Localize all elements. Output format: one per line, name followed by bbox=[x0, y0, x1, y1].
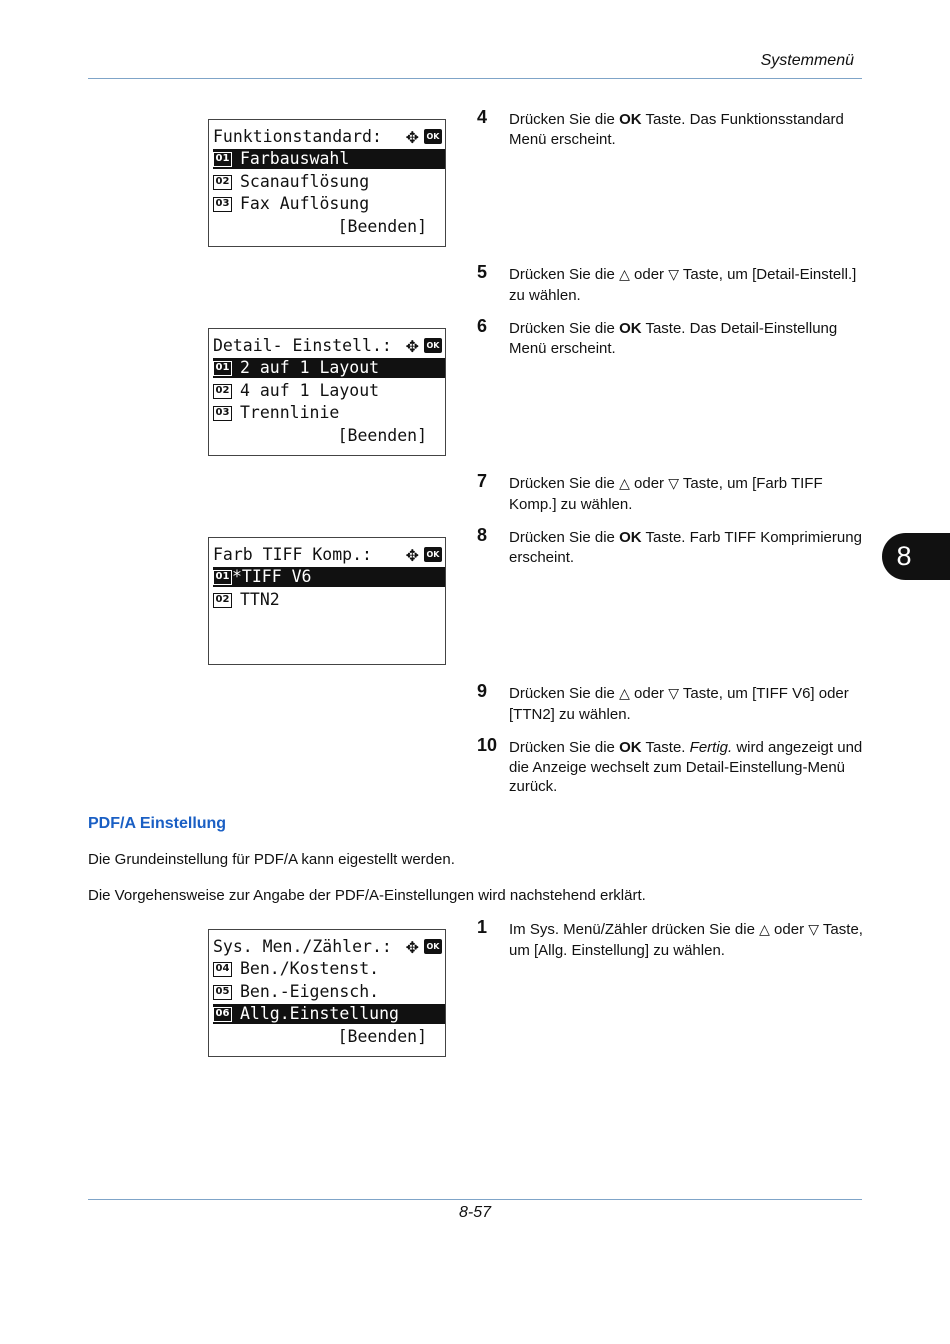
footer-rule bbox=[88, 1199, 862, 1200]
up-arrow-icon: △ bbox=[619, 686, 630, 702]
end-button[interactable]: [Beenden] bbox=[337, 217, 427, 236]
lcd-panel-farb-tiff bbox=[208, 537, 446, 665]
lcd-panel-funktionstandard bbox=[208, 119, 446, 247]
up-arrow-icon: △ bbox=[619, 476, 630, 492]
lcd-menu-item[interactable]: 06 Allg.Einstellung bbox=[213, 1004, 445, 1024]
lcd-menu-item[interactable]: 05 Ben.-Eigensch. bbox=[213, 982, 445, 1002]
down-arrow-icon: ▽ bbox=[668, 476, 679, 492]
nav-cross-icon: ✥ bbox=[405, 938, 419, 957]
lcd-menu-item[interactable]: 01 Farbauswahl bbox=[213, 149, 445, 169]
up-arrow-icon: △ bbox=[759, 922, 770, 938]
header-rule bbox=[88, 78, 862, 79]
lcd-menu-item[interactable]: 04 Ben./Kostenst. bbox=[213, 959, 445, 979]
section-paragraph: Die Grundeinstellung für PDF/A kann eigestellt werden. bbox=[88, 851, 455, 868]
lcd-title: Sys. Men./Zähler.: ✥ OK bbox=[213, 937, 445, 957]
step-7: 7 Drücken Sie die △ oder ▽ Taste, um [Farb TIFF Komp.] zu wählen. bbox=[477, 471, 823, 513]
lcd-panel-detail-einstell bbox=[208, 328, 446, 456]
nav-cross-icon: ✥ bbox=[405, 337, 419, 356]
lcd-title: Detail- Einstell.: ✥ OK bbox=[213, 336, 445, 356]
down-arrow-icon: ▽ bbox=[808, 922, 820, 938]
section-paragraph: Die Vorgehensweise zur Angabe der PDF/A-Einstellungen wird nachstehend erklärt. bbox=[88, 887, 646, 904]
lcd-menu-item[interactable]: 02 4 auf 1 Layout bbox=[213, 381, 445, 401]
ok-icon: OK bbox=[424, 547, 442, 562]
down-arrow-icon: ▽ bbox=[668, 267, 679, 283]
step-8: 8 Drücken Sie die OK Taste. Farb TIFF Komprimierung erscheint. bbox=[477, 525, 862, 566]
page-number: 8-57 bbox=[458, 1204, 492, 1221]
end-button[interactable]: [Beenden] bbox=[337, 1027, 427, 1046]
lcd-menu-item[interactable]: 02 TTN2 bbox=[213, 590, 445, 610]
step-9: 9 Drücken Sie die △ oder ▽ Taste, um [TIFF V6] oder [TTN2] zu wählen. bbox=[477, 681, 849, 723]
section-title: PDF/A Einstellung bbox=[88, 815, 227, 832]
lcd-menu-item[interactable]: 01 *TIFF V6 bbox=[213, 567, 445, 587]
ok-icon: OK bbox=[424, 338, 442, 353]
step-5: 5 Drücken Sie die △ oder ▽ Taste, um [Detail-Einstell.] zu wählen. bbox=[477, 262, 857, 304]
lcd-title: Farb TIFF Komp.: ✥ OK bbox=[213, 545, 445, 565]
step-1: 1 Im Sys. Menü/Zähler drücken Sie die △ oder ▽ Taste, um [Allg. Einstellung] zu wählen. bbox=[477, 917, 863, 959]
page-header-title: Systemmenü bbox=[760, 52, 854, 69]
up-arrow-icon: △ bbox=[619, 267, 630, 283]
lcd-menu-item[interactable]: 02 Scanauflösung bbox=[213, 172, 445, 192]
step-10: 10 Drücken Sie die OK Taste. Fertig. wird angezeigt und die Anzeige wechselt zum Detail-Einstellung-Menü zurück. bbox=[477, 735, 863, 795]
ok-icon: OK bbox=[424, 939, 442, 954]
down-arrow-icon: ▽ bbox=[668, 686, 679, 702]
nav-cross-icon: ✥ bbox=[405, 546, 419, 565]
lcd-menu-item[interactable]: 01 2 auf 1 Layout bbox=[213, 358, 445, 378]
lcd-menu-item[interactable]: 03 Trennlinie bbox=[213, 403, 445, 423]
step-6: 6 Drücken Sie die OK Taste. Das Detail-Einstellung Menü erscheint. bbox=[477, 316, 838, 357]
lcd-title: Funktionstandard: ✥ OK bbox=[213, 127, 445, 147]
step-4: 4 Drücken Sie die OK Taste. Das Funktionsstandard Menü erscheint. bbox=[477, 107, 844, 148]
lcd-menu-item[interactable]: 03 Fax Auflösung bbox=[213, 194, 445, 214]
lcd-panel-sys-men bbox=[208, 929, 446, 1057]
end-button[interactable]: [Beenden] bbox=[337, 426, 427, 445]
ok-icon: OK bbox=[424, 129, 442, 144]
chapter-tab: 8 bbox=[882, 533, 950, 580]
nav-cross-icon: ✥ bbox=[405, 128, 419, 147]
